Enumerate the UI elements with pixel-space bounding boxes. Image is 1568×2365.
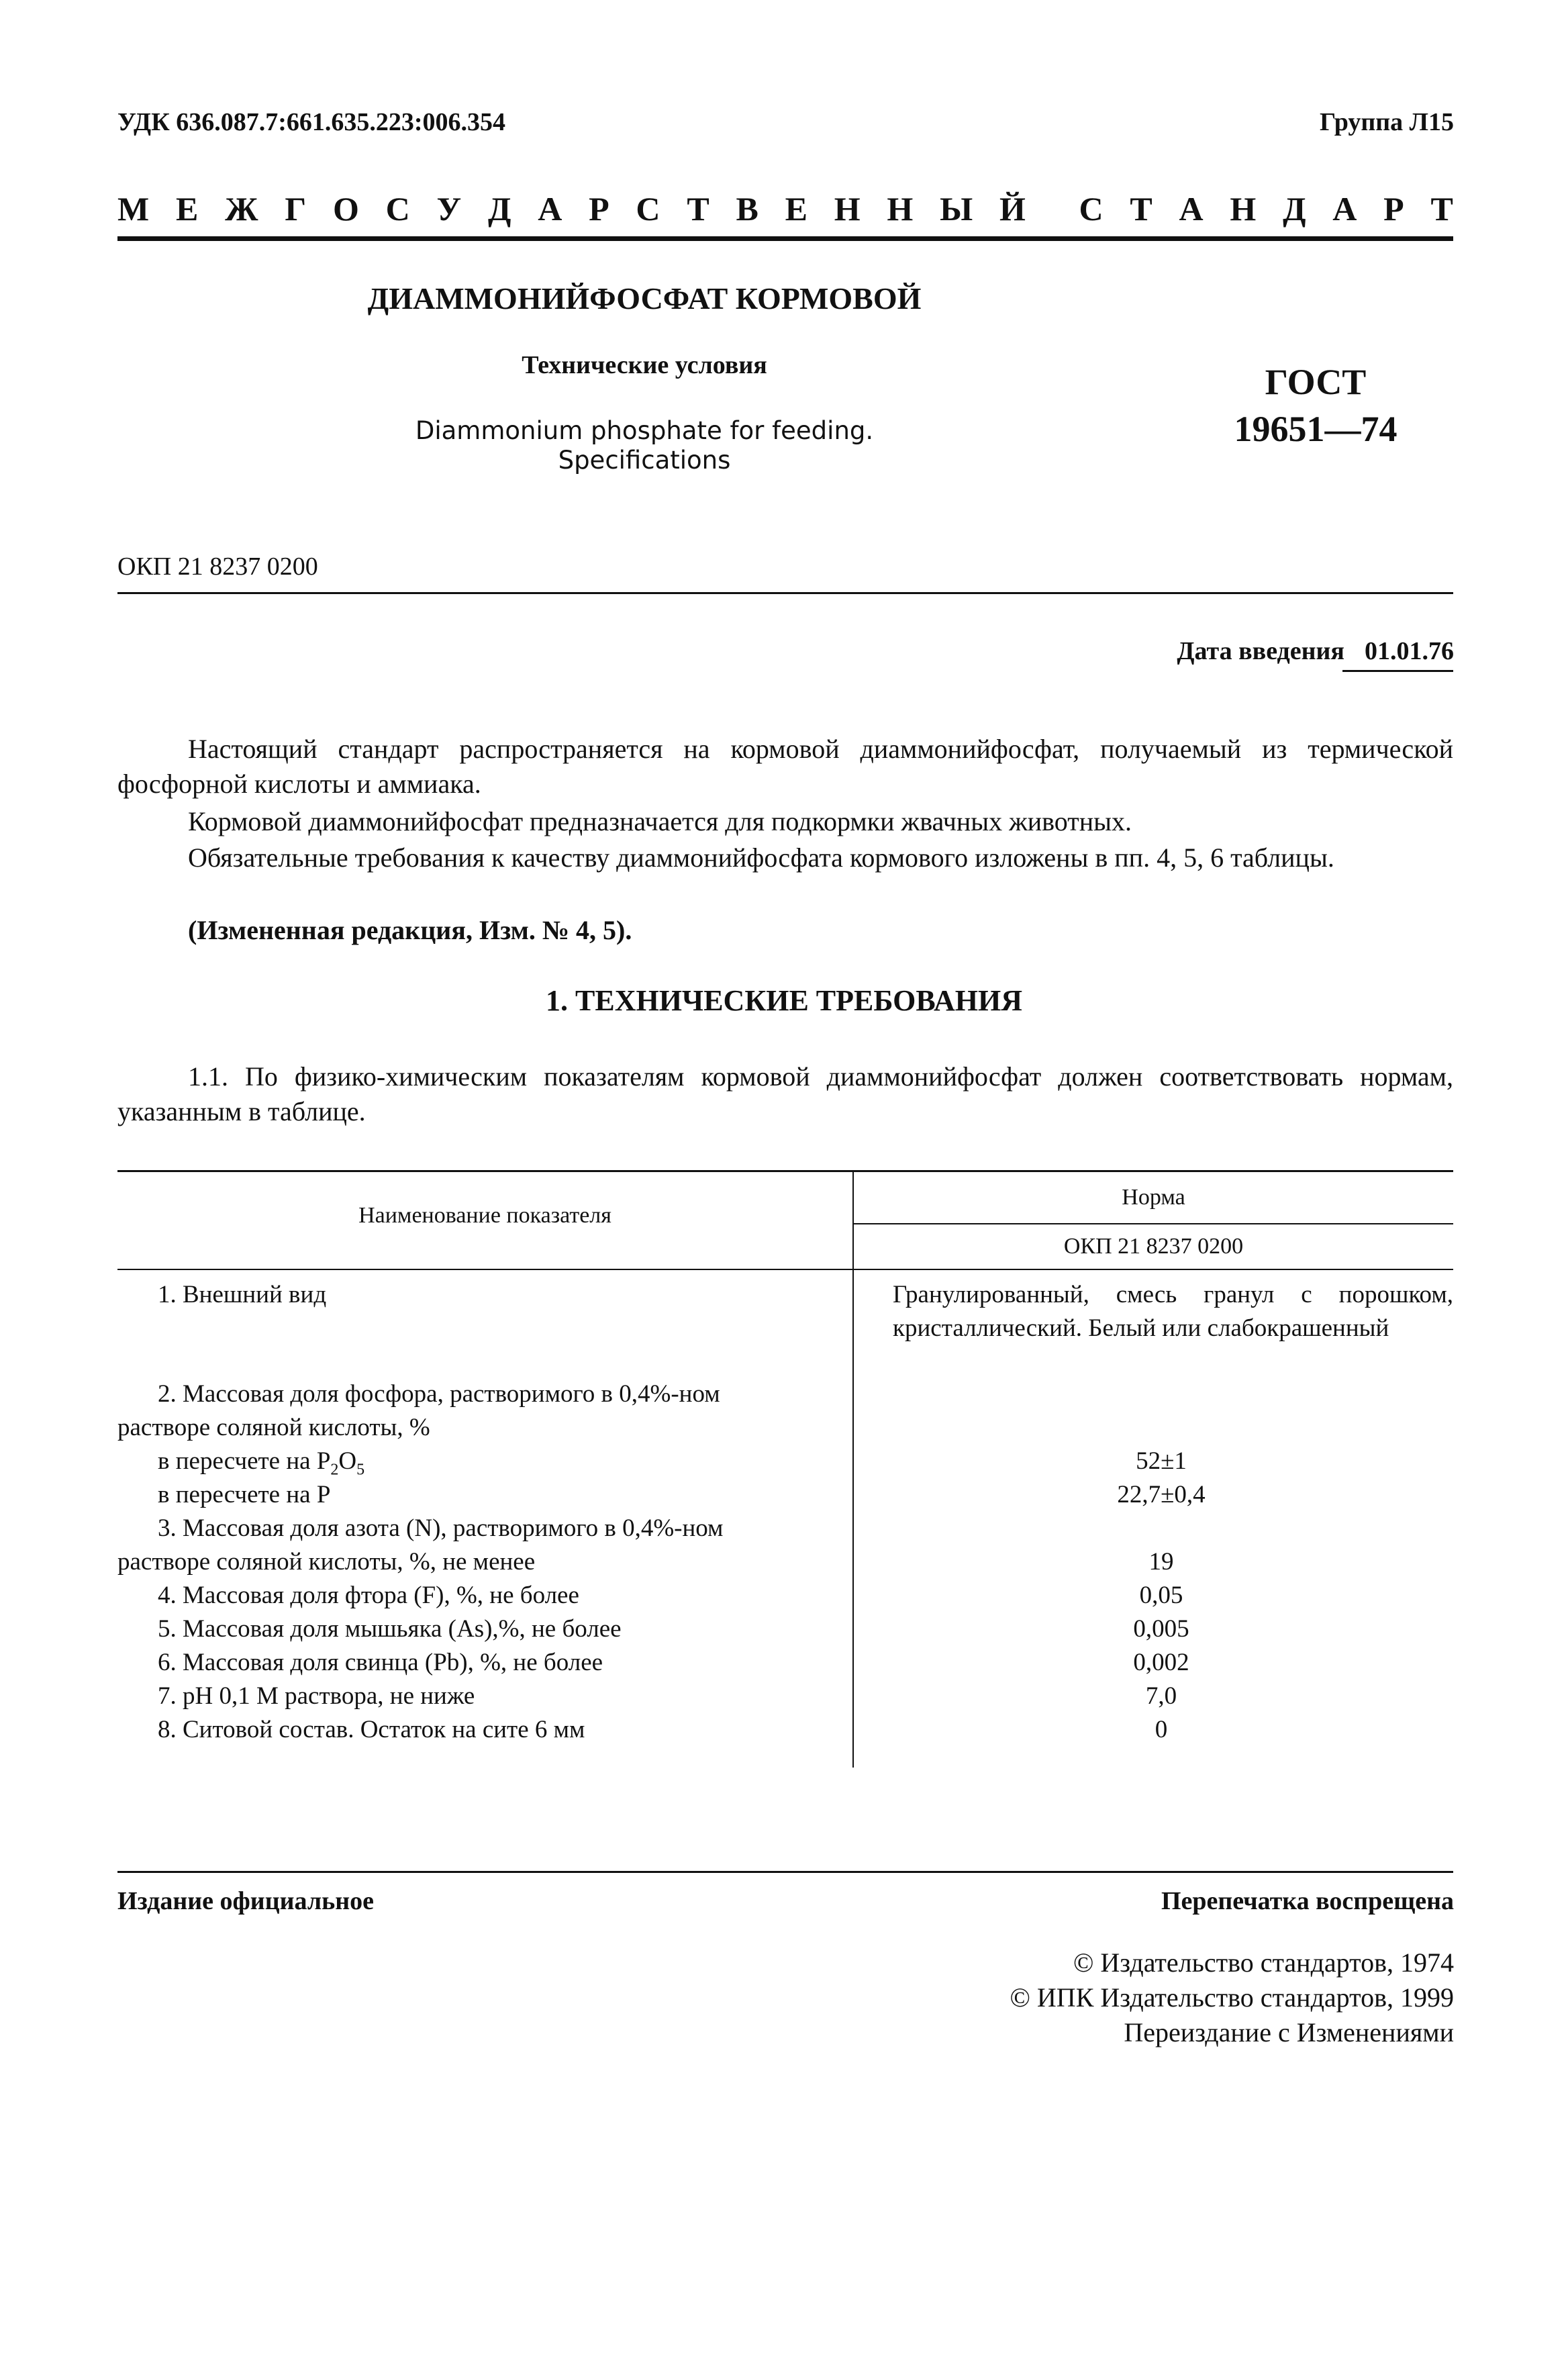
table-row: [117, 1545, 839, 1579]
table-column-divider: [852, 1170, 854, 1768]
section-title: 1. ТЕХНИЧЕСКИЕ ТРЕБОВАНИЯ: [546, 984, 1022, 1017]
paragraph-amendment: (Измененная редакция, Изм. № 4, 5).: [188, 915, 632, 945]
row6-value: 0,002: [1133, 1649, 1189, 1676]
copyright-1999: © ИПК Издательство стандартов, 1999: [1010, 1982, 1454, 2013]
row2a-prefix: в пересчете на P: [158, 1447, 331, 1475]
reissue-note: Переиздание с Изменениями: [1124, 2017, 1454, 2047]
heading-letter: У: [436, 190, 462, 228]
okp-rule: [117, 592, 1453, 594]
table-header-norm: Норма: [1122, 1185, 1185, 1210]
date-underline: [1342, 670, 1453, 672]
row4-value: 0,05: [1139, 1582, 1183, 1609]
row2b-value: 22,7±0,4: [1117, 1481, 1206, 1508]
row2-name-line2: растворе соляной кислоты, %: [117, 1414, 430, 1441]
document-title: ДИАММОНИЙФОСФАТ КОРМОВОЙ: [367, 281, 922, 316]
table-header-name: Наименование показателя: [358, 1203, 611, 1228]
paragraph-1-1: 1.1. По физико-химическим показателям кормовой диаммонийфосфат должен соответствовать нормам, указанным в таблице.: [117, 1061, 1453, 1126]
table-header-rule: [117, 1269, 1453, 1270]
heading-letter: Й: [999, 190, 1026, 228]
row5-name: 5. Массовая доля мышьяка (As),%, не более: [158, 1615, 622, 1643]
heading-letter: С: [1079, 190, 1104, 228]
paragraph-scope: Настоящий стандарт распространяется на кормовой диаммонийфосфат, получаемый из термической фосфорной кислоты и аммиака.: [117, 734, 1453, 799]
udk-code: УДК 636.087.7:661.635.223:006.354: [117, 108, 506, 136]
heading-letter: Г: [285, 190, 307, 228]
row4-name: 4. Массовая доля фтора (F), %, не более: [158, 1582, 579, 1609]
heading-letter: С: [385, 190, 410, 228]
gost-label: ГОСТ: [1265, 362, 1367, 402]
table-header-norm-okp: ОКП 21 8237 0200: [1063, 1234, 1244, 1259]
reprint-prohibited: Перепечатка воспрещена: [1161, 1887, 1454, 1915]
row2a-mid: O: [338, 1447, 357, 1475]
heading-letter: А: [1179, 190, 1204, 228]
row2a-value: 52±1: [1136, 1447, 1187, 1475]
official-edition: Издание официальное: [117, 1887, 375, 1915]
table-row: [117, 1411, 839, 1445]
row8-name: 8. Ситовой состав. Остаток на сите 6 мм: [158, 1716, 585, 1743]
table-row: [117, 1579, 839, 1612]
heading-letter: Е: [785, 190, 807, 228]
table-norm-subrule: [852, 1223, 1453, 1224]
heading-letter: Н: [887, 190, 914, 228]
table-row: [117, 1378, 839, 1411]
english-title-line2: Specifications: [558, 446, 731, 475]
heading-letter: С: [636, 190, 660, 228]
heading-letter: Т: [1130, 190, 1153, 228]
english-title-line1: Diammonium phosphate for feeding.: [415, 416, 874, 445]
heading-letter: О: [332, 190, 359, 228]
table-row: [117, 1278, 839, 1312]
intro-date: [1177, 636, 1454, 666]
heading-letter: Ы: [940, 190, 973, 228]
row7-name: 7. pH 0,1 М раствора, не ниже: [158, 1682, 475, 1710]
intro-date-value: 01.01.76: [1365, 637, 1454, 665]
row7-value: 7,0: [1145, 1682, 1177, 1710]
intro-date-label: Дата введения: [1177, 637, 1344, 665]
copyright-1974: © Издательство стандартов, 1974: [1073, 1947, 1454, 1978]
row3-value: 19: [1148, 1548, 1174, 1576]
heading-letter: Д: [488, 190, 511, 228]
row2-name-line1: 2. Массовая доля фосфора, растворимого в 0,4%-ном: [158, 1380, 720, 1408]
heading-letter: Н: [1230, 190, 1257, 228]
table-row: [117, 1612, 839, 1646]
okp-code: ОКП 21 8237 0200: [117, 552, 318, 581]
heading-letter: М: [117, 190, 150, 228]
document-subtitle: Технические условия: [522, 351, 767, 379]
row2a-sub2: 5: [356, 1461, 365, 1479]
row2a-sub1: 2: [330, 1461, 339, 1479]
heading-letter: Ж: [225, 190, 258, 228]
row6-name: 6. Массовая доля свинца (Pb), %, не более: [158, 1649, 603, 1676]
heading-letter: Н: [834, 190, 861, 228]
row3-name-line2: растворе соляной кислоты, %, не менее: [117, 1548, 536, 1576]
heading-letter: Е: [175, 190, 199, 228]
row3-name-line1: 3. Массовая доля азота (N), растворимого в 0,4%-ном: [158, 1514, 724, 1542]
row1-name: 1. Внешний вид: [158, 1281, 327, 1308]
standard-type-heading: [117, 189, 1453, 228]
heading-letter: В: [736, 190, 758, 228]
gost-number: 19651—74: [1234, 409, 1398, 449]
heading-letter: Т: [1430, 190, 1453, 228]
table-row: [117, 1512, 839, 1545]
heading-letter: Д: [1283, 190, 1306, 228]
table-row: [117, 1478, 839, 1512]
heading-letter: Т: [687, 190, 709, 228]
heading-letter: Р: [589, 190, 609, 228]
group-code: Группа Л15: [1319, 108, 1454, 136]
heading-letter: А: [538, 190, 562, 228]
table-row: [117, 1646, 839, 1680]
row5-value: 0,005: [1133, 1615, 1189, 1643]
row1-value: Гранулированный, смесь гранул с порошком, кристаллический. Белый или слабокрашенный: [893, 1281, 1453, 1342]
row2b-name: в пересчете на P: [158, 1481, 331, 1508]
table-row: [117, 1713, 839, 1747]
heading-letter: А: [1332, 190, 1357, 228]
footer-rule: [117, 1871, 1453, 1873]
table-top-rule: [117, 1170, 1453, 1172]
row8-value: 0: [1155, 1716, 1168, 1743]
paragraph-requirements: Обязательные требования к качеству диаммонийфосфата кормового изложены в пп. 4, 5, 6 таблицы.: [188, 842, 1334, 873]
paragraph-purpose: Кормовой диаммонийфосфат предназначается для подкормки жвачных животных.: [188, 806, 1132, 836]
heading-letter: Р: [1383, 190, 1404, 228]
header-rule: [117, 236, 1453, 241]
table-row: [117, 1680, 839, 1713]
